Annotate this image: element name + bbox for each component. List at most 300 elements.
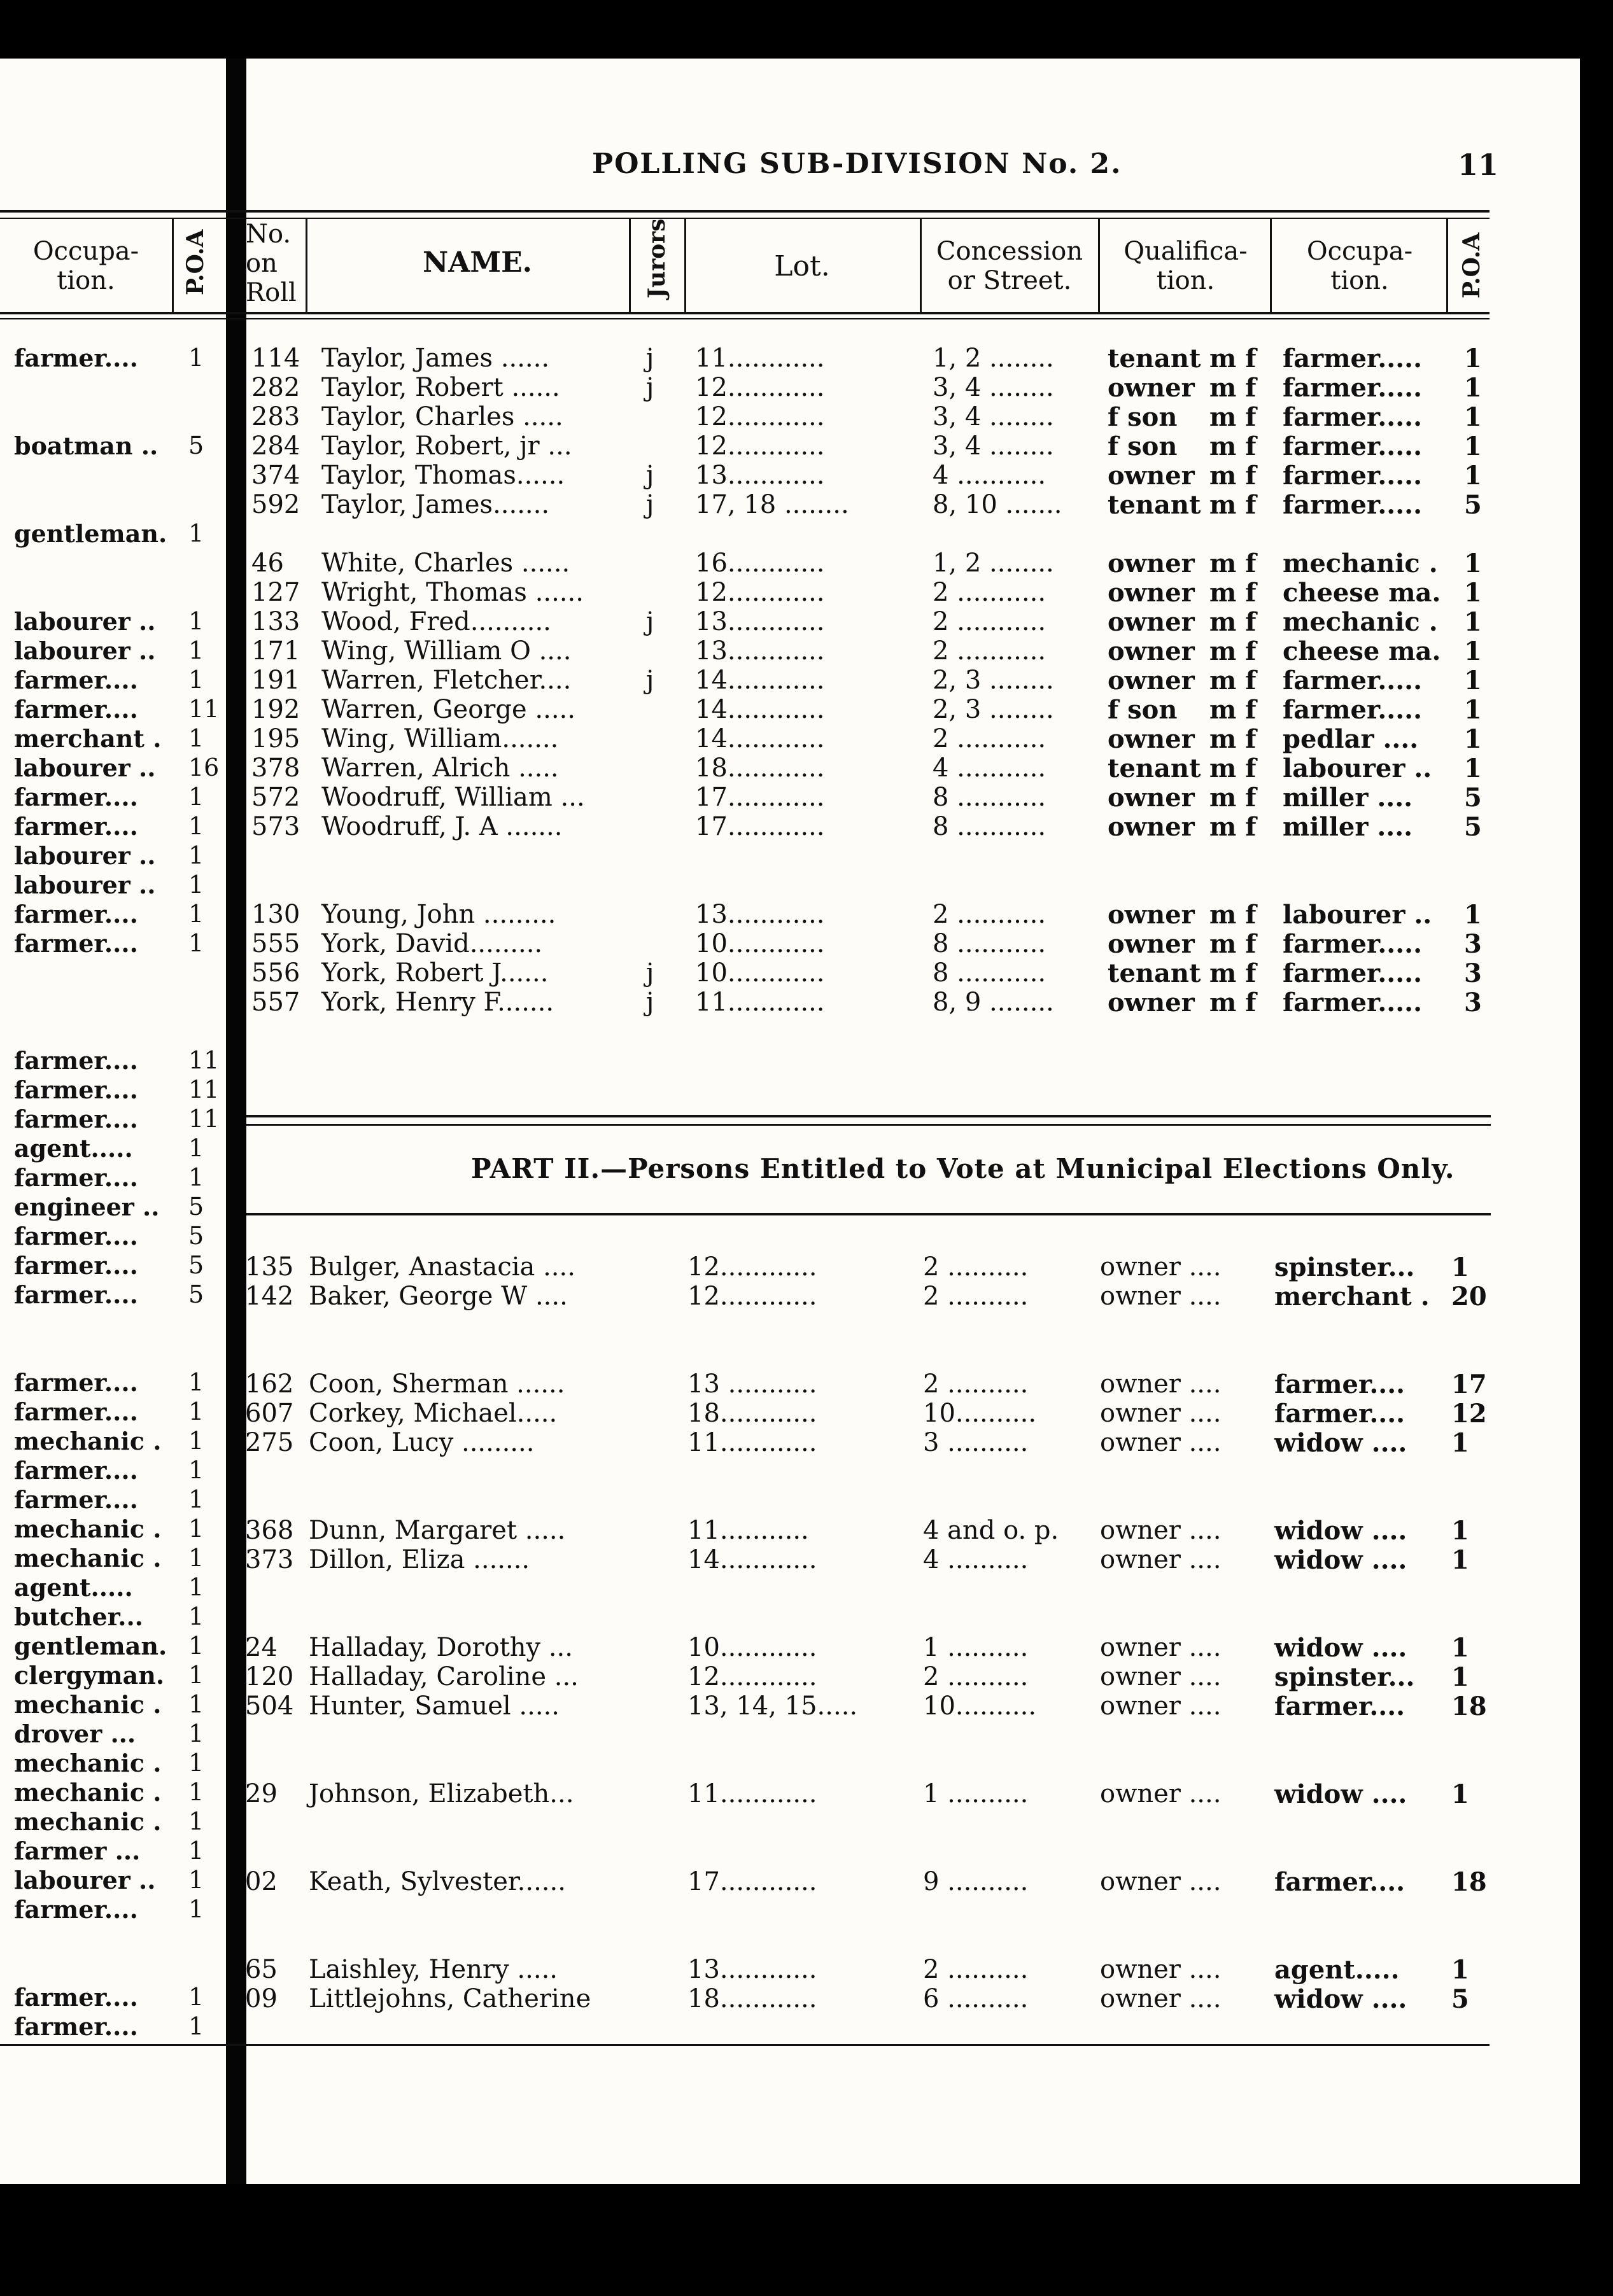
concession: 1, 2 ........ [933, 344, 1054, 373]
roll-number: 29 [245, 1779, 278, 1809]
concession: 1 .......... [923, 1779, 1029, 1809]
sex-mark: m f [1209, 958, 1257, 988]
voter-name: Littlejohns, Catherine [309, 1984, 591, 2013]
left-poa: 1 [188, 929, 204, 957]
left-occupation: farmer ... [14, 1837, 141, 1865]
left-poa: 1 [188, 1456, 204, 1484]
table-row [0, 490, 1580, 519]
lot: 13............ [695, 636, 825, 666]
table-row [0, 841, 1580, 871]
qualification: owner .... [1100, 1428, 1222, 1457]
qualification: owner .... [1100, 1252, 1222, 1282]
juror-mark: j [646, 958, 654, 988]
left-occupation: farmer.... [14, 1397, 138, 1426]
poa: 3 [1464, 988, 1482, 1018]
left-occupation: gentleman. [14, 1632, 167, 1660]
juror-mark: j [646, 607, 654, 636]
left-occupation: labourer .. [14, 871, 156, 899]
concession: 9 .......... [923, 1867, 1029, 1896]
lot: 13............ [695, 607, 825, 636]
lot: 14............ [695, 695, 825, 724]
poa: 18 [1451, 1691, 1487, 1721]
poa: 1 [1464, 344, 1482, 374]
voter-name: Hunter, Samuel ..... [309, 1691, 560, 1721]
roll-number: 65 [245, 1955, 278, 1984]
roll-number: 573 [251, 812, 300, 841]
qualification: owner [1108, 607, 1195, 637]
occupation: farmer..... [1283, 373, 1423, 403]
left-poa: 5 [188, 431, 204, 459]
left-list-item [0, 1573, 226, 1602]
occupation: farmer..... [1283, 695, 1423, 725]
header-qualification: Qualifica- tion. [1123, 237, 1248, 295]
left-occupation: farmer.... [14, 900, 138, 928]
header-bottom-rule-2 [0, 318, 1490, 319]
occupation: widow .... [1274, 1545, 1407, 1575]
poa: 1 [1464, 753, 1482, 783]
qualification: owner [1108, 461, 1195, 491]
table-row [0, 929, 1580, 958]
qualification: owner [1108, 988, 1195, 1018]
poa: 1 [1464, 402, 1482, 432]
table-row [0, 1633, 1580, 1662]
qualification: owner [1108, 549, 1195, 578]
occupation: farmer..... [1283, 490, 1423, 520]
voter-name: Laishley, Henry ..... [309, 1955, 558, 1984]
lot: 12............ [695, 578, 825, 607]
lot: 12............ [695, 431, 825, 461]
concession: 4 ........... [933, 753, 1046, 783]
concession: 8 ........... [933, 929, 1046, 958]
juror-mark: j [646, 344, 654, 373]
voter-name: York, Robert J...... [321, 958, 549, 988]
page-number: 11 [1458, 148, 1499, 182]
qualification: owner .... [1100, 1399, 1222, 1428]
left-poa: 1 [188, 1632, 204, 1660]
concession: 3, 4 ........ [933, 373, 1054, 402]
table-row [0, 1867, 1580, 1896]
roll-number: 282 [251, 373, 300, 402]
poa: 12 [1451, 1399, 1487, 1429]
roll-number: 46 [251, 549, 284, 578]
lot: 17, 18 ........ [695, 490, 849, 519]
table-row [0, 636, 1580, 666]
poa: 1 [1464, 724, 1482, 754]
part-divider-rule [246, 1115, 1491, 1117]
roll-number: 09 [245, 1984, 278, 2013]
qualification: owner .... [1100, 1633, 1222, 1662]
header-concession: Concession or Street. [936, 237, 1083, 295]
left-poa: 5 [188, 1251, 204, 1279]
lot: 12............ [695, 373, 825, 402]
occupation: farmer..... [1283, 344, 1423, 374]
lot: 14............ [695, 724, 825, 753]
left-occupation: farmer.... [14, 1983, 138, 2012]
qualification: owner [1108, 812, 1195, 842]
occupation: farmer..... [1283, 461, 1423, 491]
left-list-item [0, 1749, 226, 1778]
roll-number: 368 [245, 1516, 294, 1545]
table-row [0, 1282, 1580, 1311]
left-occupation: farmer.... [14, 666, 138, 694]
occupation: farmer..... [1283, 988, 1423, 1018]
left-poa: 1 [188, 1544, 204, 1572]
lot: 11........... [687, 1516, 809, 1545]
concession: 2 ........... [933, 724, 1046, 753]
concession: 10.......... [923, 1399, 1037, 1428]
lot: 16............ [695, 549, 825, 578]
voter-name: Baker, George W .... [309, 1282, 568, 1311]
left-poa: 1 [188, 636, 204, 664]
occupation: spinster... [1274, 1252, 1415, 1282]
left-poa: 1 [188, 1515, 204, 1543]
col-divider [1446, 218, 1448, 313]
roll-number: 171 [251, 636, 300, 666]
juror-mark: j [646, 461, 654, 490]
lot: 13 ........... [687, 1369, 817, 1399]
lot: 11............ [695, 344, 825, 373]
concession: 2, 3 ........ [933, 666, 1054, 695]
qualification: owner .... [1100, 1545, 1222, 1574]
lot: 18............ [687, 1399, 817, 1428]
left-occupation: mechanic . [14, 1807, 162, 1836]
poa: 1 [1464, 578, 1482, 608]
occupation: labourer .. [1283, 753, 1432, 783]
poa: 1 [1464, 666, 1482, 696]
table-row [0, 871, 1580, 900]
table-row [0, 373, 1580, 402]
header-name: NAME. [423, 246, 532, 279]
lot: 13............ [695, 461, 825, 490]
left-occupation: engineer .. [14, 1193, 160, 1221]
qualification: owner [1108, 373, 1195, 403]
lot: 17............ [687, 1867, 817, 1896]
left-list-item [0, 1924, 226, 1954]
occupation: widow .... [1274, 1633, 1407, 1663]
sex-mark: m f [1209, 724, 1257, 754]
sex-mark: m f [1209, 812, 1257, 842]
concession: 8, 10 ....... [933, 490, 1062, 519]
left-list-item [0, 1895, 226, 1924]
voter-name: Young, John ......... [321, 900, 556, 929]
table-row [0, 1779, 1580, 1809]
voter-name: Bulger, Anastacia .... [309, 1252, 575, 1282]
poa: 1 [1464, 461, 1482, 491]
occupation: spinster... [1274, 1662, 1415, 1692]
roll-number: 373 [245, 1545, 294, 1574]
poa: 1 [1451, 1516, 1469, 1546]
voter-name: Coon, Lucy ......... [309, 1428, 535, 1457]
lot: 11............ [687, 1779, 817, 1809]
occupation: widow .... [1274, 1984, 1407, 2014]
qualification: f son [1108, 431, 1178, 461]
left-list-item [0, 1075, 226, 1105]
concession: 8, 9 ........ [933, 988, 1054, 1017]
occupation: cheese ma. [1283, 578, 1441, 608]
roll-number: 504 [245, 1691, 294, 1721]
juror-mark: j [646, 373, 654, 402]
concession: 2 ........... [933, 578, 1046, 607]
header-no-on-roll: No. on Roll [246, 220, 297, 307]
header-left-poa: P.O.A [182, 229, 209, 295]
left-poa: 1 [188, 519, 204, 547]
qualification: owner .... [1100, 1955, 1222, 1984]
left-poa: 1 [188, 1807, 204, 1835]
occupation: farmer.... [1274, 1867, 1405, 1897]
left-poa: 5 [188, 1222, 204, 1250]
roll-number: 114 [251, 344, 300, 373]
roll-number: 557 [251, 988, 300, 1017]
poa: 1 [1464, 695, 1482, 725]
voter-name: Woodruff, J. A ....... [321, 812, 563, 841]
lot: 10............ [695, 929, 825, 958]
concession: 3, 4 ........ [933, 402, 1054, 431]
left-poa: 5 [188, 1280, 204, 1308]
left-poa: 1 [188, 1485, 204, 1513]
poa: 1 [1464, 373, 1482, 403]
roll-number: 192 [251, 695, 300, 724]
left-poa: 1 [188, 1895, 204, 1923]
concession: 2 .......... [923, 1282, 1029, 1311]
table-row [0, 753, 1580, 783]
table-row [0, 519, 1580, 549]
sex-mark: m f [1209, 549, 1257, 578]
occupation: merchant . [1274, 1282, 1430, 1312]
left-poa: 16 [188, 753, 220, 781]
left-poa: 1 [188, 1837, 204, 1865]
table-row [0, 958, 1580, 988]
voter-name: White, Charles ...... [321, 549, 570, 578]
lot: 12............ [695, 402, 825, 431]
table-row [0, 1662, 1580, 1691]
voter-name: Taylor, James ...... [321, 344, 550, 373]
juror-mark: j [646, 490, 654, 519]
voter-name: Keath, Sylvester...... [309, 1867, 566, 1896]
concession: 3, 4 ........ [933, 431, 1054, 461]
left-occupation: butcher... [14, 1602, 143, 1631]
qualification: owner [1108, 724, 1195, 754]
left-occupation: farmer.... [14, 1280, 138, 1309]
table-row [0, 695, 1580, 724]
table-row [0, 578, 1580, 607]
left-poa: 11 [188, 1075, 220, 1103]
voter-name: York, David......... [321, 929, 543, 958]
poa: 1 [1464, 431, 1482, 461]
left-poa: 11 [188, 695, 220, 723]
left-list-item [0, 1837, 226, 1866]
concession: 2, 3 ........ [933, 695, 1054, 724]
header-top-rule [0, 210, 1490, 213]
sex-mark: m f [1209, 431, 1257, 461]
left-list-item [0, 1105, 226, 1134]
left-poa: 1 [188, 1573, 204, 1601]
table-row [0, 1369, 1580, 1399]
header-top-rule-2 [0, 218, 1490, 219]
left-occupation: mechanic . [14, 1515, 162, 1543]
header-jurors: Jurors [644, 218, 670, 298]
col-divider [306, 218, 307, 313]
concession: 3 .......... [923, 1428, 1029, 1457]
left-occupation: mechanic . [14, 1427, 162, 1455]
left-poa: 1 [188, 1983, 204, 2011]
poa: 1 [1451, 1779, 1469, 1809]
left-occupation: farmer.... [14, 2012, 138, 2041]
qualification: owner .... [1100, 1984, 1222, 2013]
sex-mark: m f [1209, 373, 1257, 403]
left-poa: 1 [188, 812, 204, 840]
voter-name: Corkey, Michael..... [309, 1399, 558, 1428]
concession: 8 ........... [933, 812, 1046, 841]
concession: 2 .......... [923, 1955, 1029, 1984]
sex-mark: m f [1209, 783, 1257, 813]
left-list-item [0, 1719, 226, 1749]
voter-name: Warren, Fletcher.... [321, 666, 572, 695]
sex-mark: m f [1209, 490, 1257, 520]
sex-mark: m f [1209, 666, 1257, 696]
left-occupation: labourer .. [14, 841, 156, 870]
occupation: miller .... [1283, 783, 1413, 813]
voter-name: Johnson, Elizabeth... [309, 1779, 574, 1809]
poa: 1 [1464, 549, 1482, 578]
lot: 17............ [695, 783, 825, 812]
juror-mark: j [646, 988, 654, 1017]
roll-number: 275 [245, 1428, 294, 1457]
page-title: POLLING SUB-DIVISION No. 2. [592, 148, 1122, 180]
roll-number: 130 [251, 900, 300, 929]
table-row [0, 461, 1580, 490]
voter-name: Dunn, Margaret ..... [309, 1516, 566, 1545]
left-poa: 1 [188, 724, 204, 752]
table-row [0, 900, 1580, 929]
poa: 1 [1451, 1633, 1469, 1663]
voter-name: Taylor, Thomas...... [321, 461, 565, 490]
occupation: miller .... [1283, 812, 1413, 842]
poa: 17 [1451, 1369, 1487, 1399]
roll-number: 162 [245, 1369, 294, 1399]
table-row [0, 783, 1580, 812]
left-poa: 1 [188, 871, 204, 899]
left-poa: 1 [188, 1368, 204, 1396]
header-bottom-rule [0, 312, 1490, 314]
roll-number: 378 [251, 753, 300, 783]
roll-number: 127 [251, 578, 300, 607]
poa: 3 [1464, 929, 1482, 959]
left-occupation: farmer.... [14, 783, 138, 811]
left-list-item [0, 1017, 226, 1046]
roll-number: 283 [251, 402, 300, 431]
voter-name: Warren, Alrich ..... [321, 753, 559, 783]
left-list-item [0, 1310, 226, 1339]
left-occupation: mechanic . [14, 1749, 162, 1777]
table-row [0, 1428, 1580, 1457]
lot: 12............ [687, 1252, 817, 1282]
col-divider [1270, 218, 1272, 313]
table-row [0, 344, 1580, 373]
left-occupation: farmer.... [14, 695, 138, 724]
roll-number: 02 [245, 1867, 278, 1896]
lot: 10............ [687, 1633, 817, 1662]
qualification: owner [1108, 636, 1195, 666]
lot: 18............ [687, 1984, 817, 2013]
left-poa: 1 [188, 1778, 204, 1806]
left-occupation: mechanic . [14, 1544, 162, 1572]
roll-number: 572 [251, 783, 300, 812]
left-occupation: farmer.... [14, 344, 138, 372]
left-poa: 1 [188, 900, 204, 928]
left-occupation: agent..... [14, 1573, 133, 1602]
concession: 10.......... [923, 1691, 1037, 1721]
poa: 1 [1451, 1662, 1469, 1692]
qualification: owner [1108, 900, 1195, 930]
left-occupation: labourer .. [14, 636, 156, 665]
poa: 1 [1451, 1252, 1469, 1282]
sex-mark: m f [1209, 929, 1257, 959]
poa: 18 [1451, 1867, 1487, 1897]
part-divider-rule-2 [246, 1124, 1491, 1126]
left-poa: 1 [188, 783, 204, 811]
juror-mark: j [646, 666, 654, 695]
left-poa: 11 [188, 1105, 220, 1133]
left-poa: 1 [188, 1134, 204, 1162]
table-row [0, 812, 1580, 841]
left-poa: 1 [188, 1661, 204, 1689]
roll-number: 195 [251, 724, 300, 753]
left-occupation: mechanic . [14, 1778, 162, 1807]
qualification: owner .... [1100, 1691, 1222, 1721]
poa: 1 [1451, 1428, 1469, 1458]
lot: 14............ [687, 1545, 817, 1574]
left-list-item [0, 2012, 226, 2041]
left-occupation: farmer.... [14, 1251, 138, 1280]
col-divider [920, 218, 922, 313]
left-occupation: labourer .. [14, 607, 156, 636]
voter-name: Taylor, Robert, jr ... [321, 431, 572, 461]
lot: 12............ [687, 1662, 817, 1691]
roll-number: 142 [245, 1282, 294, 1311]
left-poa: 1 [188, 2012, 204, 2040]
left-occupation: labourer .. [14, 1866, 156, 1894]
col-divider [172, 218, 174, 313]
roll-number: 133 [251, 607, 300, 636]
left-occupation: farmer.... [14, 1485, 138, 1514]
left-list-item [0, 1456, 226, 1485]
poa: 1 [1451, 1955, 1469, 1985]
occupation: farmer..... [1283, 666, 1423, 696]
left-occupation: merchant . [14, 724, 162, 753]
voter-name: Wright, Thomas ...... [321, 578, 584, 607]
sex-mark: m f [1209, 900, 1257, 930]
header-left-occupation: Occupa- tion. [32, 237, 139, 295]
left-occupation: agent..... [14, 1134, 133, 1163]
left-poa: 11 [188, 1046, 220, 1074]
concession: 4 ........... [933, 461, 1046, 490]
concession: 1, 2 ........ [933, 549, 1054, 578]
lot: 13............ [687, 1955, 817, 1984]
lot: 11............ [695, 988, 825, 1017]
table-row [0, 431, 1580, 461]
table-row [0, 1545, 1580, 1574]
sex-mark: m f [1209, 578, 1257, 608]
poa: 20 [1451, 1282, 1487, 1312]
left-list-item [0, 1163, 226, 1193]
qualification: owner .... [1100, 1516, 1222, 1545]
sex-mark: m f [1209, 753, 1257, 783]
left-poa: 1 [188, 1163, 204, 1191]
roll-number: 607 [245, 1399, 294, 1428]
occupation: farmer..... [1283, 431, 1423, 461]
roll-number: 555 [251, 929, 300, 958]
roll-number: 592 [251, 490, 300, 519]
